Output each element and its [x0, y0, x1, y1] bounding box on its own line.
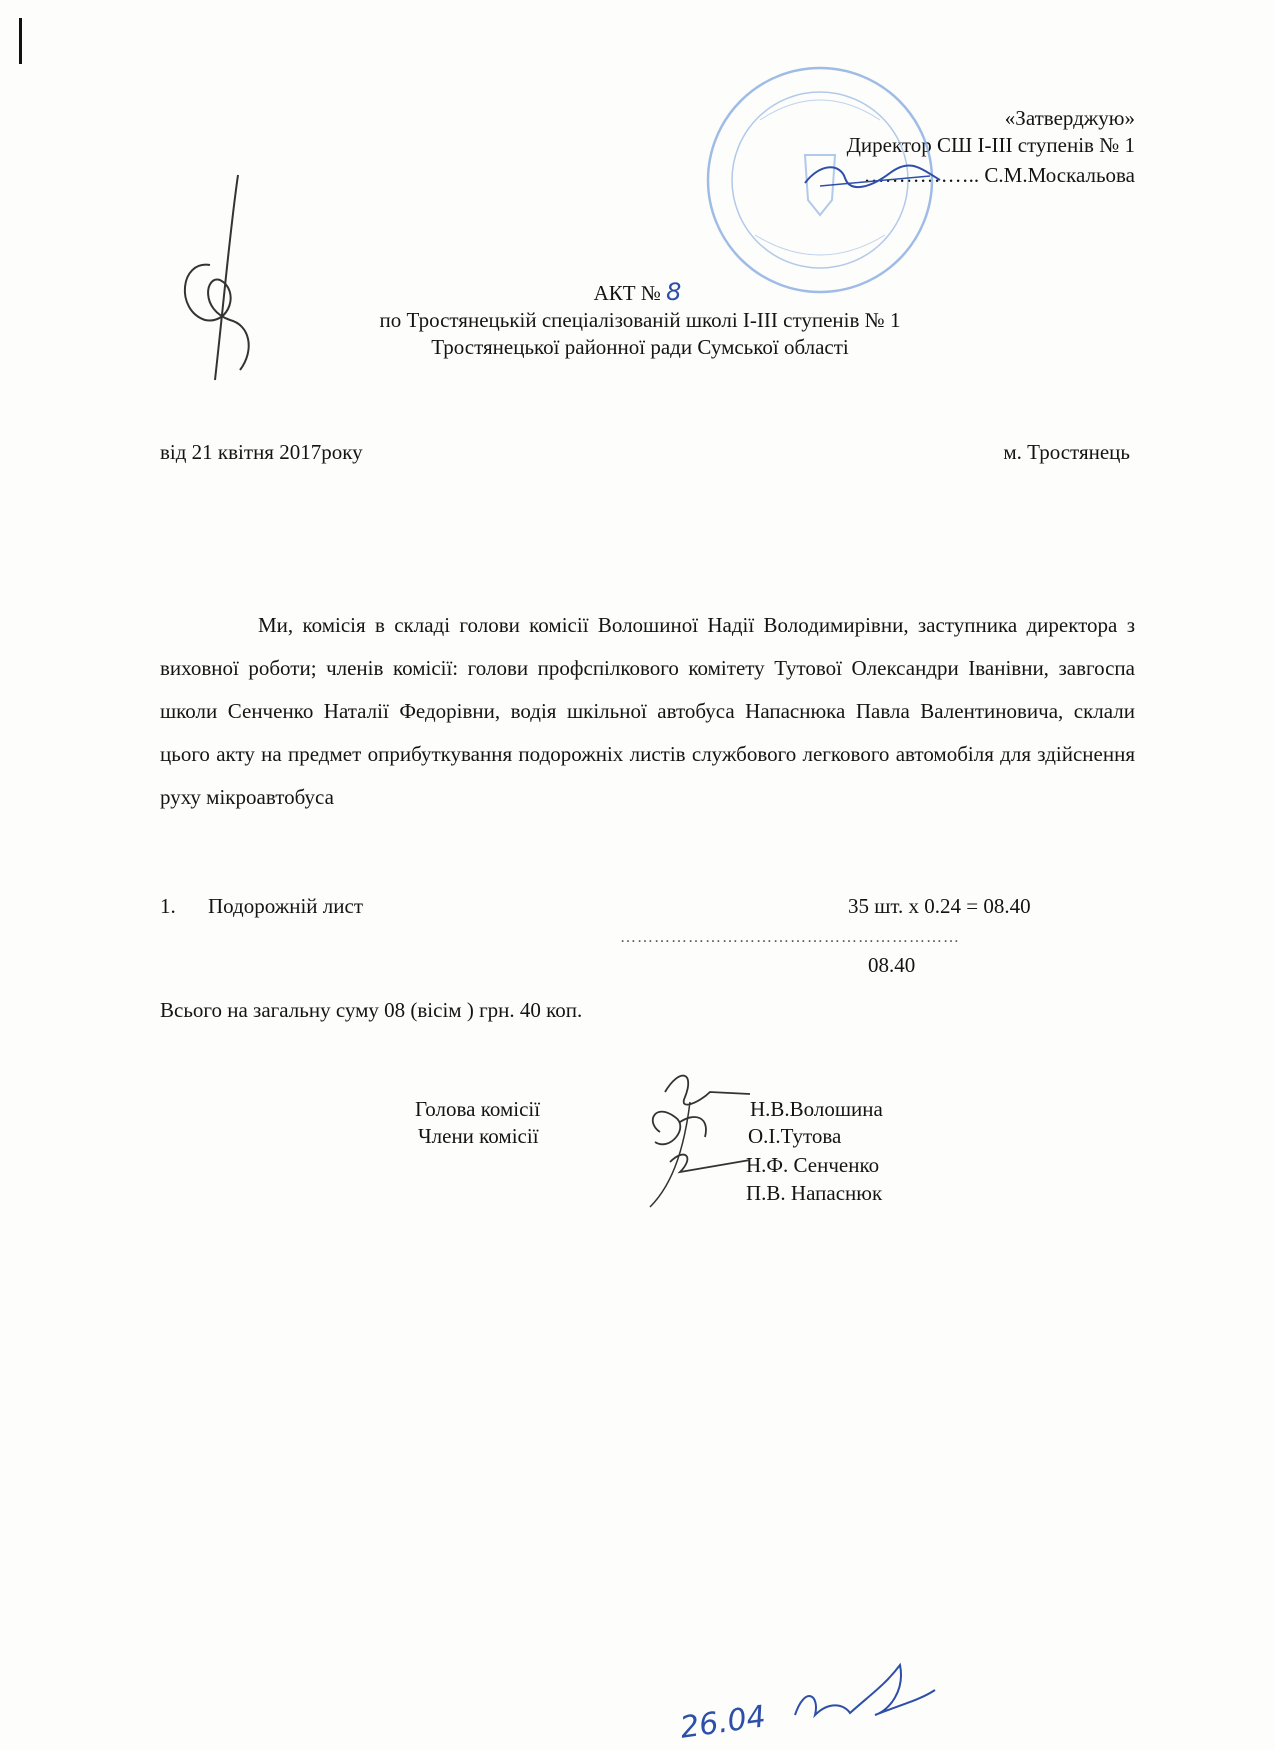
approval-title: «Затверджую» [1004, 106, 1135, 130]
act-subtitle-1: по Тростянецькій спеціалізованій школі І-ІІІ ступенів № 1 [379, 308, 901, 332]
dotted-separator: …………………………………………………… [620, 929, 960, 946]
director-signature [800, 158, 950, 198]
chair-label: Голова комісії [415, 1097, 541, 1121]
item-index: 1. [160, 894, 176, 918]
members-label: Члени комісії [418, 1124, 539, 1148]
total-sum-text: Всього на загальну суму 08 (вісім ) грн. 40 коп. [160, 998, 583, 1022]
approval-position: Директор СШ І-ІІІ ступенів № 1 [846, 133, 1135, 157]
act-date: від 21 квітня 2017року [160, 440, 363, 464]
subtotal-value: 08.40 [868, 953, 916, 977]
member-name-4: П.В. Напаснюк [746, 1181, 883, 1205]
member-name-1: Н.В.Волошина [750, 1097, 883, 1121]
act-title [0, 280, 1275, 306]
commission-signatures [640, 1062, 760, 1212]
item-name: Подорожній лист [208, 894, 364, 918]
act-subtitle-2: Тростянецької районної ради Сумської області [431, 335, 849, 359]
act-number: 8 [666, 278, 682, 306]
footer-signature [790, 1655, 940, 1735]
act-place: м. Тростянець [1003, 440, 1130, 464]
approval-signature-line: …………….. С.М.Москальова [863, 163, 1135, 187]
act-body-text: Ми, комісія в складі голови комісії Волошиної Надії Володимирівни, заступника директора з виховної роботи; членів комісії: голови профспілкового комітету Тутової Олександри Іванівни, завгоспа школи Сенченко Наталії Федорівни, водія шкільної автобуса Напаснюка Павла Валентиновича, склали цього акту на предмет оприбуткування подорожніх листів службового легкового автомобіля для здійснення руху мікроавтобуса [160, 613, 1135, 809]
member-name-2: О.І.Тутова [748, 1124, 842, 1148]
footer-handwritten-date: 26.04 [677, 1699, 768, 1746]
item-calculation: 35 шт. х 0.24 = 08.40 [848, 894, 1031, 918]
act-title-label: АКТ № [593, 281, 661, 305]
member-name-3: Н.Ф. Сенченко [746, 1153, 880, 1177]
margin-mark [19, 18, 22, 64]
